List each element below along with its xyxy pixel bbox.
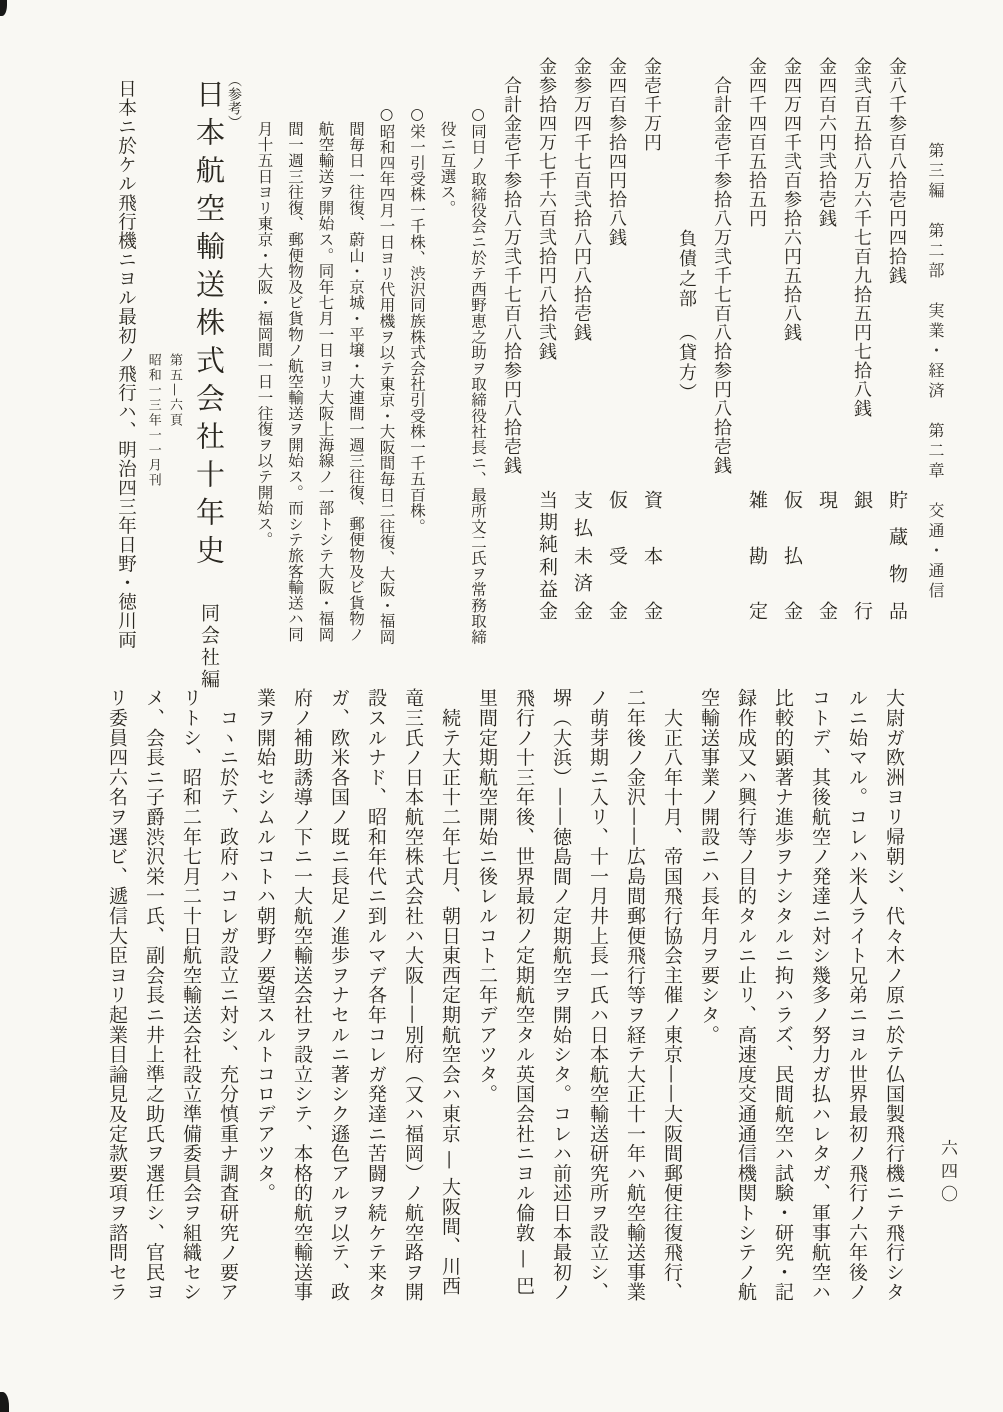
statement-amount: 金壱千万円 <box>641 57 662 152</box>
body-line: ルニ始マル。コレハ米人ライト兄弟ニヨル世界最初ノ飛行ノ六年後ノ <box>846 688 868 1302</box>
statement-row <box>816 57 838 719</box>
note-line: 航空輸送ヲ開始ス。同年七月一日ヨリ大阪上海線ノ一部トシテ大阪・福岡 <box>316 105 335 643</box>
body-line: リ委員四六名ヲ選ビ、遞信大臣ヨリ起業目論見及定款要項ヲ諮問セラ <box>106 688 128 1302</box>
body-line: 設スルナド、昭和年代ニ到ルマデ各年コレガ発達ニ苦闘ヲ続ケテ来タ <box>365 688 387 1302</box>
reference-marker: （参考） <box>226 73 242 129</box>
note-line: 役ニ互選ス。 <box>438 105 457 216</box>
account-label: 支 払 未 済 金 <box>571 490 593 620</box>
assets-total: 合計金壱千参拾八万弐千七百八拾参円八拾壱銭 <box>711 57 732 475</box>
note-line: ○栄一引受株一千株、渋沢同族株式会社引受株一千五百株。 <box>408 105 426 535</box>
body-line: 大尉ガ欧洲ヨリ帰朝シ、代々木ノ原ニ於テ仏国製飛行機ニテ飛行シタ <box>883 688 905 1302</box>
body-line: 府ノ補助誘導ノ下ニ一大航空輸送会社ヲ設立シテ、本格的航空輸送事 <box>291 688 313 1302</box>
body-line: リトシ、昭和二年七月二十日航空輸送会社設立準備委員会ヲ組織セシ <box>180 688 202 1302</box>
body-line: コヽニ於テ、政府ハコレガ設立ニ対シ、充分慎重ナ調査研究ノ要ア <box>217 688 239 1302</box>
statement-amount: 金四百参拾四円拾八銭 <box>606 57 627 247</box>
liabilities-total: 合計金壱千参拾八万弐千七百八拾参円八拾壱銭 <box>501 57 522 475</box>
statement-amount: 金参拾四万七千六百弐拾円八拾弐銭 <box>536 57 557 361</box>
page-number: 六四〇 <box>937 1139 957 1208</box>
note-line: 間一週三往復、郵便物及ビ貨物ノ航空輸送ヲ開始ス。而シテ旅客輸送ハ同 <box>286 105 304 643</box>
statement-amount: 金八千参百八拾壱円四拾銭 <box>886 57 907 285</box>
reference-title-text: 日本航空輸送株式会社十年史 <box>192 79 226 573</box>
liabilities-heading <box>677 57 695 719</box>
body-line: 業ヲ開始セシムルコトハ朝野ノ要望スルトコロデアツタ。 <box>254 688 276 1203</box>
body-line: 大正八年十月、帝国飛行協会主催ノ東京——大阪間郵便往復飛行、 <box>661 688 683 1302</box>
financial-statement-section <box>55 57 908 719</box>
reference-first-line: 日本ニ於ケル飛行機ニヨル最初ノ飛行ハ、明治四三年日野・徳川両 <box>115 79 137 649</box>
reference-published: 昭和一三年一一月刊 <box>145 353 161 488</box>
statement-amount: 金参万四千七百弐拾八円八拾壱銭 <box>571 57 592 342</box>
note-line: 間毎日一往復、蔚山・京城・平壌・大連間一週三往復、郵便物及ビ貨物ノ <box>347 105 365 643</box>
account-label: 仮 払 金 <box>781 490 803 620</box>
note-line: 月十五日ヨリ東京・大阪・福岡間一日一往復ヲ以テ開始ス。 <box>255 105 274 548</box>
scan-artifact <box>0 1392 9 1412</box>
scan-artifact <box>0 0 7 16</box>
body-line: 録作成又ハ興行等ノ目的タルニ止リ、高速度交通通信機関トシテノ航 <box>735 688 757 1302</box>
body-line: ガ、欧米各国ノ既ニ長足ノ進歩ヲナセルニ著シク遜色アルヲ以テ、政 <box>328 688 350 1302</box>
account-label: 仮 受 金 <box>606 490 628 620</box>
account-label: 当 期 純 利 益 金 <box>536 490 558 620</box>
statement-amount: 金四千四百五拾五円 <box>746 57 767 228</box>
reference-editor: 同会社編 <box>198 603 220 691</box>
statement-row <box>886 57 908 719</box>
reference-pages: 第五—六頁 <box>167 353 182 428</box>
statement-amount: 金弐百五拾八万六千七百九拾五円七拾八銭 <box>851 57 872 418</box>
statement-row <box>536 57 558 719</box>
statement-row <box>641 57 663 719</box>
statement-row <box>781 57 803 719</box>
body-text-section <box>53 688 903 1388</box>
statement-row <box>571 57 593 719</box>
liabilities-heading-note: （貸方） <box>676 323 697 403</box>
statement-row <box>851 57 873 719</box>
account-label: 貯 蔵 物 品 <box>886 490 908 620</box>
statement-row <box>746 57 768 719</box>
account-label: 銀 行 <box>851 490 873 620</box>
running-head: 第三編 第二部 実業・経済 第二章 交通・通信 <box>926 142 945 602</box>
body-line: 飛行ノ十三年後、世界最初ノ定期航空タル英国会社ニヨル倫敦 — 巴 <box>513 688 535 1296</box>
account-label: 雑 勘 定 <box>746 490 768 620</box>
statement-amount: 金四万四千弐百参拾六円五拾八銭 <box>781 57 802 342</box>
body-line: 里間定期航空開始ニ後レルコト二年デアツタ。 <box>476 688 498 1104</box>
account-label: 現 金 <box>816 490 838 620</box>
body-line: メ、会長ニ子爵渋沢栄一氏、副会長ニ井上準之助氏ヲ選任シ、官民ヨ <box>143 688 165 1302</box>
body-line: 空輸送事業ノ開設ニハ長年月ヲ要シタ。 <box>698 688 720 1045</box>
body-line: 二年後ノ金沢——広島間郵便飛行等ヲ経テ大正十一年ハ航空輸送事業 <box>624 688 646 1302</box>
reference-title <box>192 57 226 719</box>
reference-annotation <box>145 57 183 719</box>
body-line: コトデ、其後航空ノ発達ニ対シ幾多ノ努力ガ払ハレタガ、軍事航空ハ <box>809 688 831 1302</box>
note-line: ○昭和四年四月一日ヨリ代用機ヲ以テ東京・大阪間毎日二往復、大阪・福岡 <box>377 105 396 645</box>
body-line: 竜三氏ノ日本航空株式会社ハ大阪——別府（又ハ福岡）ノ航空路ヲ開 <box>402 688 424 1302</box>
account-label: 資 本 金 <box>641 490 663 620</box>
statement-row <box>606 57 628 719</box>
statement-amount: 金四百六円弐拾壱銭 <box>816 57 837 228</box>
body-line: ノ萌芽期ニ入リ、十一月井上長一氏ハ日本航空輸送研究所ヲ設立シ、 <box>587 688 609 1302</box>
body-line: 比較的顕著ナ進歩ヲナシタルニ拘ハラズ、民間航空ハ試験・研究・記 <box>772 688 794 1302</box>
liabilities-heading-text: 負債之部 <box>676 229 697 309</box>
body-line: 堺（大浜）——徳島間ノ定期航空ヲ開始シタ。コレハ前述日本最初ノ <box>550 688 572 1302</box>
note-line: ○同日ノ取締役会ニ於テ西野恵之助ヲ取締役社長ニ、最所文二氏ヲ常務取締 <box>469 105 487 645</box>
body-line: 続テ大正十二年七月、朝日東西定期航空会ハ東京 — 大阪間、川西 <box>439 688 461 1296</box>
